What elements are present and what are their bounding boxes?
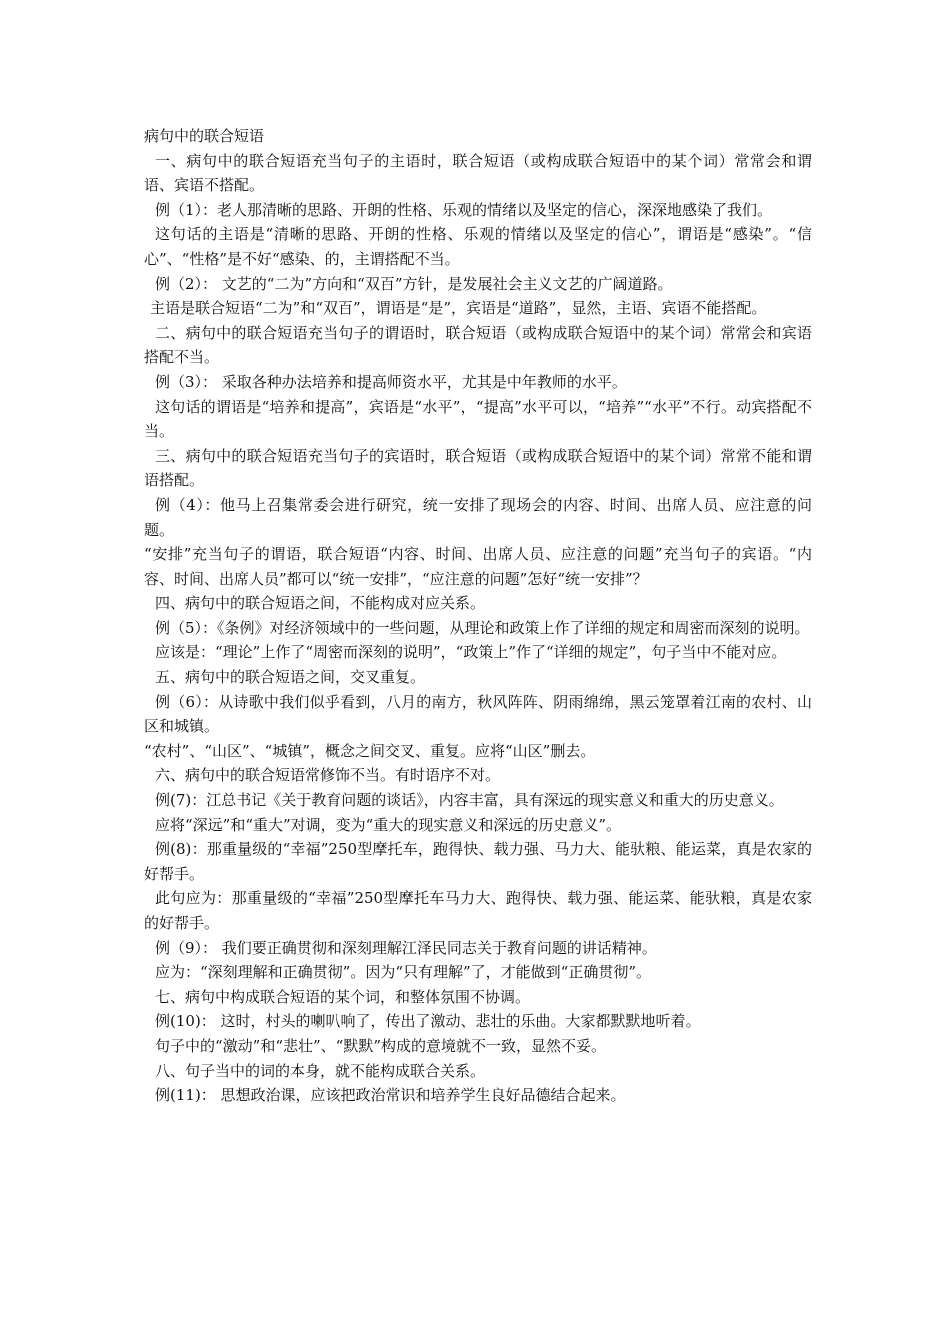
example-7: 例(7)：江总书记《关于教育问题的谈话》，内容丰富，具有深远的现实意义和重大的历史意义。: [155, 791, 784, 810]
example-10: 例(10)： 这时，村头的喇叭响了，传出了激动、悲壮的乐曲。大家都默默地听着。: [155, 1012, 701, 1031]
explanation-1: 这句话的主语是“清晰的思路、开朗的性格、乐观的情绪以及坚定的信心”，谓语是“感染”。“信心”、“性格”是不好“感染、的，主谓搭配不当。: [144, 225, 812, 268]
example-8: 例(8)：那重量级的“幸福”250型摩托车，跑得快、载力强、马力大、能驮粮、能运菜，真是农家的好帮手。: [144, 840, 812, 883]
example-6: 例（6）：从诗歌中我们似乎看到，八月的南方，秋风阵阵、阴雨绵绵，黑云笼罩着江南的农村、山区和城镇。: [144, 692, 812, 736]
example-5: 例（5）：《条例》对经济领域中的一些问题，从理论和政策上作了详细的规定和周密而深刻的说明。: [155, 618, 810, 637]
section-heading-6: 六、病句中的联合短语常修饰不当。有时语序不对。: [155, 766, 501, 785]
section-heading-7: 七、病句中构成联合短语的某个词，和整体氛围不协调。: [155, 987, 531, 1006]
example-4: 例（4）：他马上召集常委会进行研究，统一安排了现场会的内容、时间、出席人员、应注意的问题。: [144, 495, 812, 539]
section-heading-8: 八、句子当中的词的本身，就不能构成联合关系。: [155, 1061, 486, 1080]
example-9: 例（9）： 我们要正确贯彻和深刻理解江泽民同志关于教育问题的讲话精神。: [155, 938, 657, 957]
example-3: 例（3）： 采取各种办法培养和提高师资水平，尤其是中年教师的水平。: [155, 372, 627, 391]
section-heading-2: 二、病句中的联合短语充当句子的谓语时，联合短语（或构成联合短语中的某个词）常常会和宾语搭配不当。: [144, 323, 812, 367]
example-2: 例（2）： 文艺的“二为”方向和“双百”方针，是发展社会主义文艺的广阔道路。: [155, 274, 673, 293]
section-heading-3: 三、病句中的联合短语充当句子的宾语时，联合短语（或构成联合短语中的某个词）常常不能和谓语搭配。: [144, 446, 812, 490]
explanation-5: 应该是：“理论”上作了“周密而深刻的说明”，“政策上”作了“详细的规定”，句子当中不能对应。: [155, 643, 787, 662]
document-page: [144, 124, 812, 1108]
explanation-9: 应为：“深刻理解和正确贯彻”。因为“只有理解”了，才能做到“正确贯彻”。: [155, 963, 652, 982]
explanation-4: “安排”充当句子的谓语，联合短语“内容、时间、出席人员、应注意的问题”充当句子的宾语。“内容、时间、出席人员”都可以“统一安排”，“应注意的问题”怎好“统一安排”？: [144, 545, 812, 588]
document-title: 病句中的联合短语: [144, 127, 265, 145]
explanation-3: 这句话的谓语是“培养和提高”，宾语是“水平”，“提高”水平可以，“培养”“水平”不行。动宾搭配不当。: [144, 397, 812, 441]
example-11: 例(11)： 思想政治课，应该把政治常识和培养学生良好品德结合起来。: [155, 1086, 626, 1105]
section-heading-5: 五、病句中的联合短语之间，交叉重复。: [155, 668, 426, 687]
explanation-6: “农村”、“山区”、“城镇”，概念之间交叉、重复。应将“山区”删去。: [144, 741, 596, 760]
example-1: 例（1）：老人那清晰的思路、开朗的性格、乐观的情绪以及坚定的信心，深深地感染了我们。: [155, 200, 773, 219]
explanation-2: 主语是联合短语“二为”和“双百”，谓语是“是”，宾语是“道路”，显然，主语、宾语不能搭配。: [150, 299, 767, 318]
section-heading-1: 一、病句中的联合短语充当句子的主语时，联合短语（或构成联合短语中的某个词）常常会和谓语、宾语不搭配。: [144, 151, 812, 195]
explanation-8: 此句应为：那重量级的“幸福”250型摩托车马力大、跑得快、载力强、能运菜、能驮粮，真是农家的好帮手。: [144, 889, 812, 932]
explanation-10: 句子中的“激动”和“悲壮”、“默默”构成的意境就不一致，显然不妥。: [155, 1036, 607, 1055]
section-heading-4: 四、病句中的联合短语之间，不能构成对应关系。: [155, 594, 486, 613]
explanation-7: 应将“深远”和“重大”对调，变为“重大的现实意义和深远的历史意义”。: [155, 815, 622, 834]
